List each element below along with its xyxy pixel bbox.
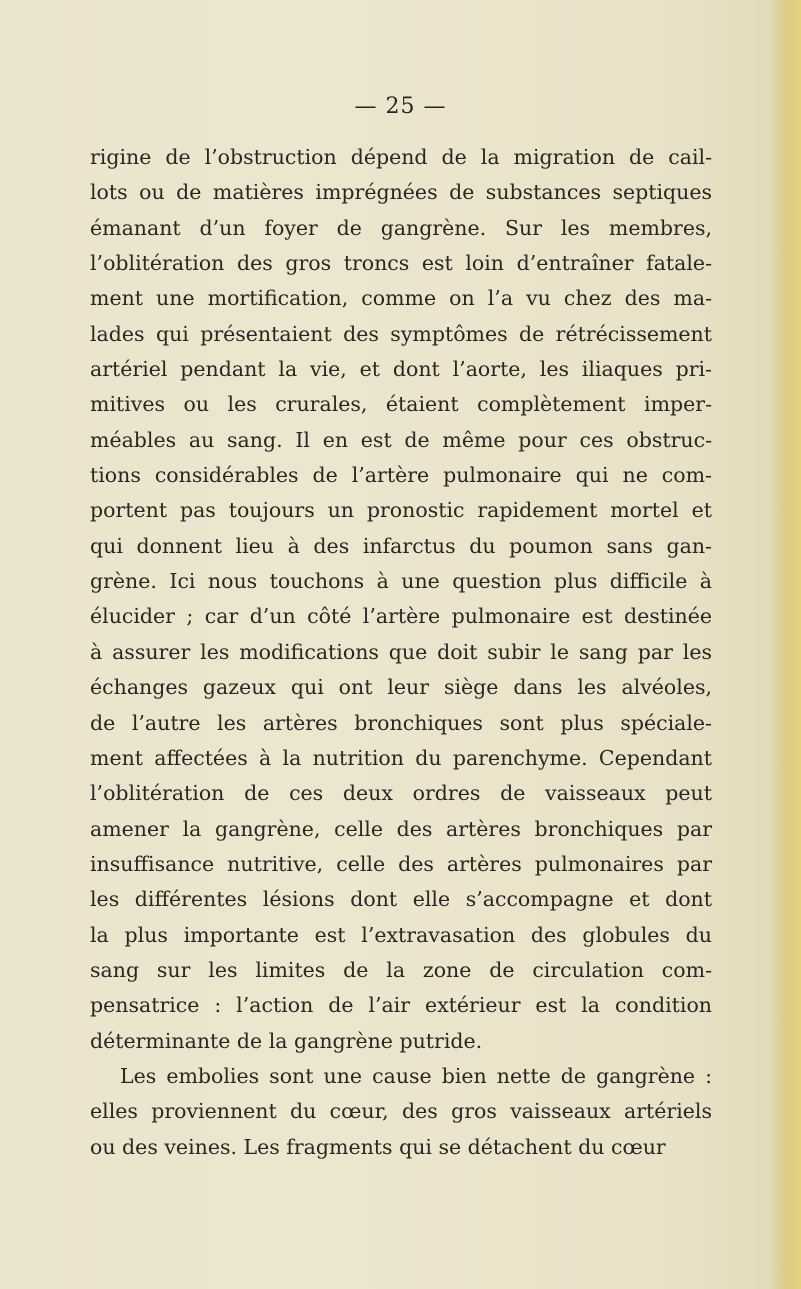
text-line: les différentes lésions dont elle s’accompagne et dont [90, 887, 712, 912]
text-line: rigine de l’obstruction dépend de la migration de cail- [90, 145, 712, 169]
text-line: insuffisance nutritive, celle des artères pulmonaires par [90, 851, 712, 876]
text-line: à assurer les modifications que doit subir le sang par les [90, 639, 712, 664]
paragraph-start-line: Les embolies sont une cause bien nette de gangrène : [120, 1063, 712, 1088]
text-line: déterminante de la gangrène putride. [90, 1028, 483, 1053]
page-number: — 25 — [354, 94, 447, 119]
text-line: élucider ; car d’un côté l’artère pulmonaire est destinée [90, 604, 712, 629]
text-line: ment affectées à la nutrition du parenchyme. Cependant [90, 745, 712, 770]
text-line: sang sur les limites de la zone de circulation com- [90, 957, 712, 982]
text-line: la plus importante est l’extravasation des globules du [90, 922, 712, 947]
text-line: amener la gangrène, celle des artères bronchiques par [90, 816, 712, 841]
text-line: lots ou de matières imprégnées de substances septiques [90, 180, 712, 205]
page-edge-shadow [769, 0, 801, 1289]
body-text [90, 140, 712, 1165]
text-line: l’oblitération des gros troncs est loin d’entraîner fatale- [90, 251, 712, 276]
text-line: échanges gazeux qui ont leur siège dans les alvéoles, [90, 675, 712, 700]
text-line: portent pas toujours un pronostic rapidement mortel et [90, 498, 712, 523]
text-line: ment une mortification, comme on l’a vu chez des ma- [90, 286, 712, 311]
text-line: pensatrice : l’action de l’air extérieur est la condition [90, 993, 712, 1018]
text-line: émanant d’un foyer de gangrène. Sur les membres, [90, 215, 712, 240]
text-line: de l’autre les artères bronchiques sont plus spéciale- [90, 710, 712, 735]
text-line: qui donnent lieu à des infarctus du poumon sans gan- [90, 533, 712, 558]
text-line: artériel pendant la vie, et dont l’aorte, les iliaques pri- [90, 357, 712, 382]
text-line: lades qui présentaient des symptômes de rétrécissement [90, 321, 712, 346]
text-line: mitives ou les crurales, étaient complètement imper- [90, 392, 712, 417]
text-line: elles proviennent du cœur, des gros vaisseaux artériels [90, 1099, 712, 1124]
text-line: grène. Ici nous touchons à une question plus difficile à [90, 569, 712, 594]
text-line: tions considérables de l’artère pulmonaire qui ne com- [90, 463, 712, 488]
text-line: ou des veines. Les fragments qui se détachent du cœur [90, 1134, 666, 1159]
text-line: méables au sang. Il en est de même pour ces obstruc- [90, 427, 712, 452]
text-line: l’oblitération de ces deux ordres de vaisseaux peut [90, 781, 712, 806]
